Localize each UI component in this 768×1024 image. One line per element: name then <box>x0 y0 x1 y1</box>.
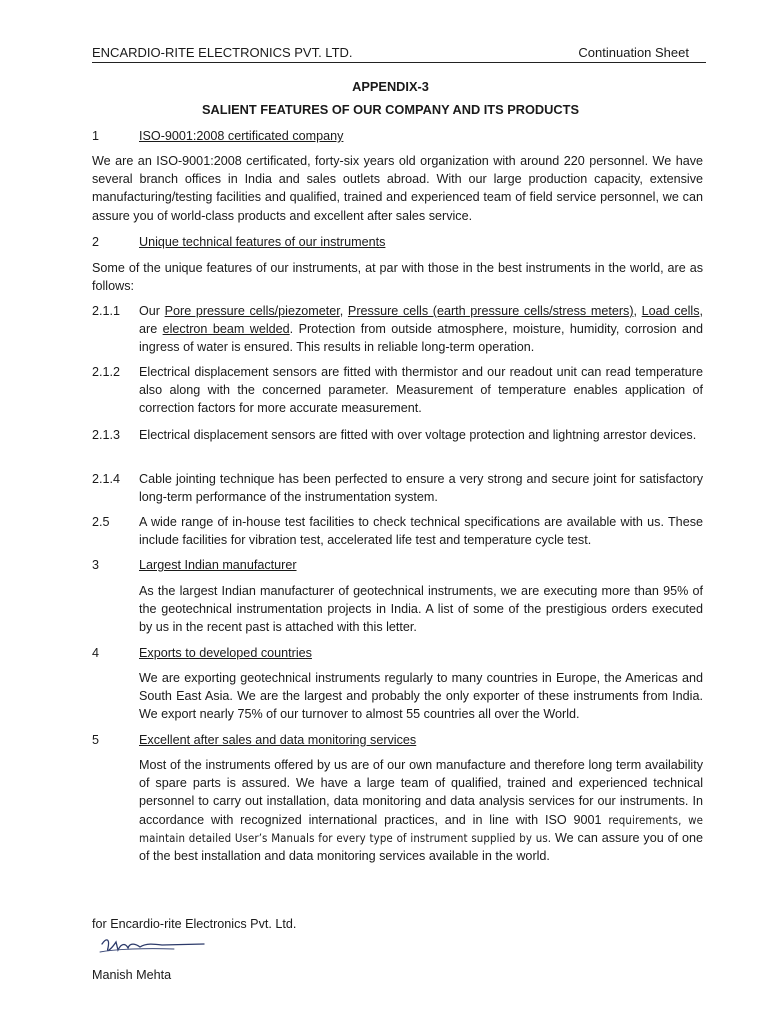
page-header <box>92 45 689 63</box>
item-2-1-2-number: 2.1.2 <box>92 365 121 379</box>
section-4-heading: Exports to developed countries <box>139 646 312 660</box>
item-2-1-1-number: 2.1.1 <box>92 304 121 318</box>
section-4-number: 4 <box>92 646 100 660</box>
appendix-title: APPENDIX-3 <box>352 79 429 94</box>
item-2-1-1-text: Our Pore pressure cells/piezometer, Pressure cells (earth pressure cells/stress meters), Load cells, are electron beam welded. Protection from outside atmosphere, moisture, humidity, corrosion and ingress of water is ensured. This results in reliable long-term operation. <box>139 304 704 355</box>
section-5-heading: Excellent after sales and data monitoring services <box>139 733 417 747</box>
section-5-number: 5 <box>92 733 100 747</box>
signatory-name: Manish Mehta <box>92 968 172 982</box>
item-2-5-text: A wide range of in-house test facilities to check technical specifications are available with us. These include facilities for vibration test, accelerated life test and temperature cycle test. <box>139 515 703 548</box>
section-4-body: We are exporting geotechnical instruments regularly to many countries in Europe, the Americas and South East Asia. We are the largest and probably the only exporter of these instruments from India. We export nearly 75% of our turnover to almost 55 countries all over the World. <box>139 671 703 722</box>
section-1-heading: ISO-9001:2008 certificated company <box>139 129 344 143</box>
section-3-heading: Largest Indian manufacturer <box>139 558 297 572</box>
item-2-1-4-number: 2.1.4 <box>92 472 121 486</box>
item-2-1-2-text: Electrical displacement sensors are fitted with thermistor and our readout unit can read temperature also along with the concerned parameter. Measurement of temperature enables application of correction factors for more accurate measurement. <box>139 365 703 416</box>
header-rule <box>92 62 706 63</box>
section-5-body: Most of the instruments offered by us are of our own manufacture and therefore long term availability of spare parts is assured. We have a large team of qualified, trained and experienced technical personnel to carry out installation, data monitoring and data analysis services for our instruments. In accordance with recognized international practices, and in line with ISO 9001 requirements, we maintain detailed User’s Manuals for every type of instrument supplied by us. We can assure you of one of the best installation and data monitoring services available in the world. <box>139 758 704 864</box>
company-name: ENCARDIO-RITE ELECTRONICS PVT. LTD. <box>92 45 353 60</box>
section-2-number: 2 <box>92 235 100 249</box>
section-3-number: 3 <box>92 558 100 572</box>
item-2-5-number: 2.5 <box>92 515 110 529</box>
section-3-body: As the largest Indian manufacturer of geotechnical instruments, we are executing more than 95% of the geotechnical instrumentation projects in India. A list of some of the prestigious orders executed by us in the recent past is attached with this letter. <box>139 584 703 635</box>
item-2-1-4-text: Cable jointing technique has been perfected to ensure a very strong and secure joint for satisfactory long-term performance of the instrumentation system. <box>139 472 703 505</box>
document-subtitle: SALIENT FEATURES OF OUR COMPANY AND ITS PRODUCTS <box>201 102 580 117</box>
closing-for-line: for Encardio-rite Electronics Pvt. Ltd. <box>92 917 297 931</box>
item-2-1-3-number: 2.1.3 <box>92 428 121 442</box>
section-2-intro: Some of the unique features of our instruments, at par with those in the best instruments in the world, are as follows: <box>92 261 703 294</box>
item-2-1-3-text: Electrical displacement sensors are fitted with over voltage protection and lightning arrestor devices. <box>139 428 697 442</box>
section-1-body: We are an ISO-9001:2008 certificated, forty-six years old organization with around 220 personnel. We have several branch offices in India and sales outlets abroad. With our large production capacity, extensive manufacturing/testing facilities and qualified, trained and experienced team of field service personnel, we can assure you of world-class products and excellent after sales service. <box>92 154 703 223</box>
section-2-heading: Unique technical features of our instruments <box>139 235 386 249</box>
section-1-number: 1 <box>92 129 100 143</box>
signature-image <box>96 934 208 960</box>
continuation-label: Continuation Sheet <box>578 45 689 60</box>
